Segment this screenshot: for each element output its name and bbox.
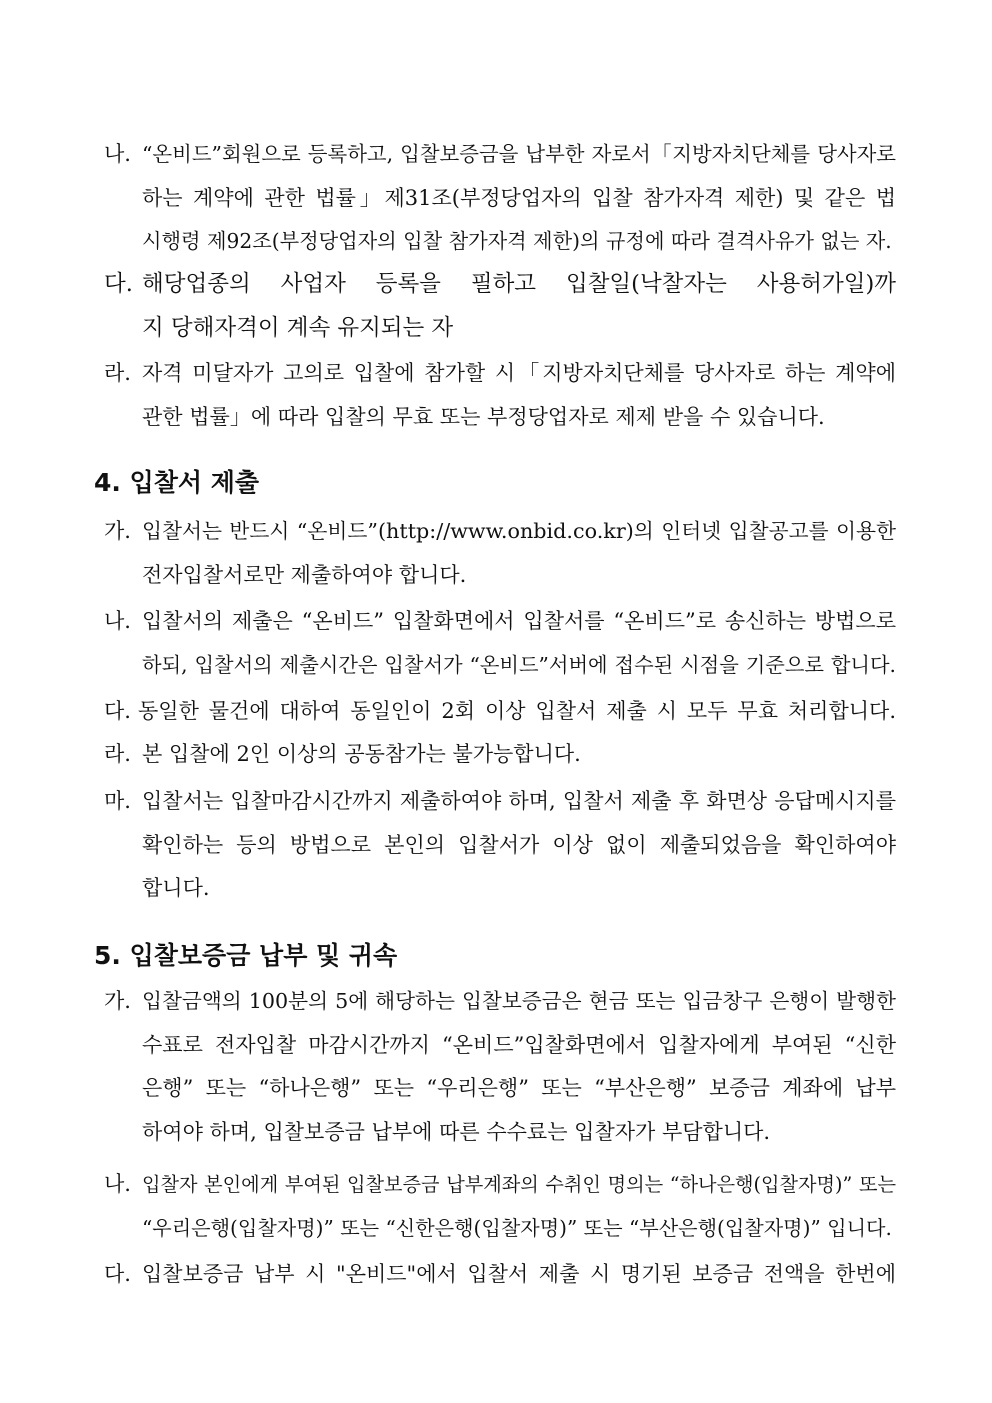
list-item-na: [104, 1163, 896, 1250]
item-line: 시행령 제92조(부정당업자의 입찰 참가자격 제한)의 규정에 따라 결격사유가 없는 자.: [142, 229, 892, 253]
item-line: 본 입찰에 2인 이상의 공동참가는 불가능합니다.: [142, 742, 581, 766]
item-line: 수표로 전자입찰 마감시간까지 “온비드”입찰화면에서 입찰자에게 부여된 “신한: [142, 1032, 896, 1057]
list-item-ga: [104, 980, 896, 1154]
item-line: 입찰자 본인에게 부여된 입찰보증금 납부계좌의 수취인 명의는 “하나은행(입찰자명)” 또는: [142, 1173, 896, 1196]
list-item-ra: [104, 352, 896, 439]
item-line: 하되, 입찰서의 제출시간은 입찰서가 “온비드”서버에 접수된 시점을 기준으로 합니다.: [142, 652, 896, 677]
item-line: 입찰서의 제출은 “온비드” 입찰화면에서 입찰서를 “온비드”로 송신하는 방법으로: [142, 609, 896, 633]
item-marker: 다.: [104, 1262, 131, 1286]
item-marker: 가.: [104, 519, 131, 543]
item-line: 입찰금액의 100분의 5에 해당하는 입찰보증금은 현금 또는 입금창구 은행이 발행한: [142, 989, 896, 1013]
item-line: 지 당해자격이 계속 유지되는 자: [142, 314, 454, 341]
list-item-da: [104, 690, 896, 734]
item-line: 합니다.: [142, 876, 210, 900]
item-line: 전자입찰서로만 제출하여야 합니다.: [142, 562, 467, 587]
item-line: 입찰서는 반드시 “온비드”(http://www.onbid.co.kr)의 인터넷 입찰공고를 이용한: [142, 519, 896, 543]
item-line: 동일한 물건에 대하여 동일인이 2회 이상 입찰서 제출 시 모두 무효 처리합니다.: [138, 699, 896, 723]
item-line: 자격 미달자가 고의로 입찰에 참가할 시「지방자치단체를 당사자로 하는 계약에: [142, 361, 896, 385]
item-marker: 나.: [104, 1172, 131, 1196]
list-item-na: [104, 133, 896, 264]
item-marker: 나.: [104, 142, 131, 166]
list-item-da: [104, 263, 896, 350]
item-line: 관한 법률」에 따라 입찰의 무효 또는 부정당업자로 제제 받을 수 있습니다.: [142, 404, 825, 429]
item-line: 확인하는 등의 방법으로 본인의 입찰서가 이상 없이 제출되었음을 확인하여야: [142, 832, 896, 857]
item-line: 입찰서는 입찰마감시간까지 제출하여야 하며, 입찰서 제출 후 화면상 응답메시지를: [142, 789, 896, 813]
item-line: 해당업종의 사업자 등록을 필하고 입찰일(낙찰자는 사용허가일)까: [142, 271, 896, 297]
item-line: “온비드”회원으로 등록하고, 입찰보증금을 납부한 자로서「지방자치단체를 당사자로: [142, 142, 896, 166]
item-marker: 다.: [104, 271, 133, 297]
item-line: 하여야 하며, 입찰보증금 납부에 따른 수수료는 입찰자가 부담합니다.: [142, 1119, 771, 1144]
item-marker: 나.: [104, 609, 131, 633]
list-item-ga: [104, 510, 896, 597]
list-item-ra: [104, 733, 896, 777]
section-heading-5: 5. 입찰보증금 납부 및 귀속: [94, 941, 398, 970]
item-marker: 가.: [104, 989, 131, 1013]
section-heading-4: 4. 입찰서 제출: [94, 468, 260, 497]
item-marker: 라.: [104, 742, 131, 766]
item-marker: 라.: [104, 361, 131, 385]
item-line: 은행” 또는 “하나은행” 또는 “우리은행” 또는 “부산은행” 보증금 계좌에 납부: [142, 1076, 896, 1100]
item-line: “우리은행(입찰자명)” 또는 “신한은행(입찰자명)” 또는 “부산은행(입찰자명)” 입니다.: [142, 1215, 892, 1240]
list-item-da: [104, 1253, 896, 1297]
item-line: 입찰보증금 납부 시 "온비드"에서 입찰서 제출 시 명기된 보증금 전액을 한번에: [142, 1262, 896, 1286]
item-marker: 다.: [104, 699, 131, 723]
item-marker: 마.: [104, 789, 131, 813]
list-item-na: [104, 600, 896, 687]
item-line: 하는 계약에 관한 법률」제31조(부정당업자의 입찰 참가자격 제한) 및 같은 법: [142, 185, 896, 210]
list-item-ma: [104, 780, 896, 911]
